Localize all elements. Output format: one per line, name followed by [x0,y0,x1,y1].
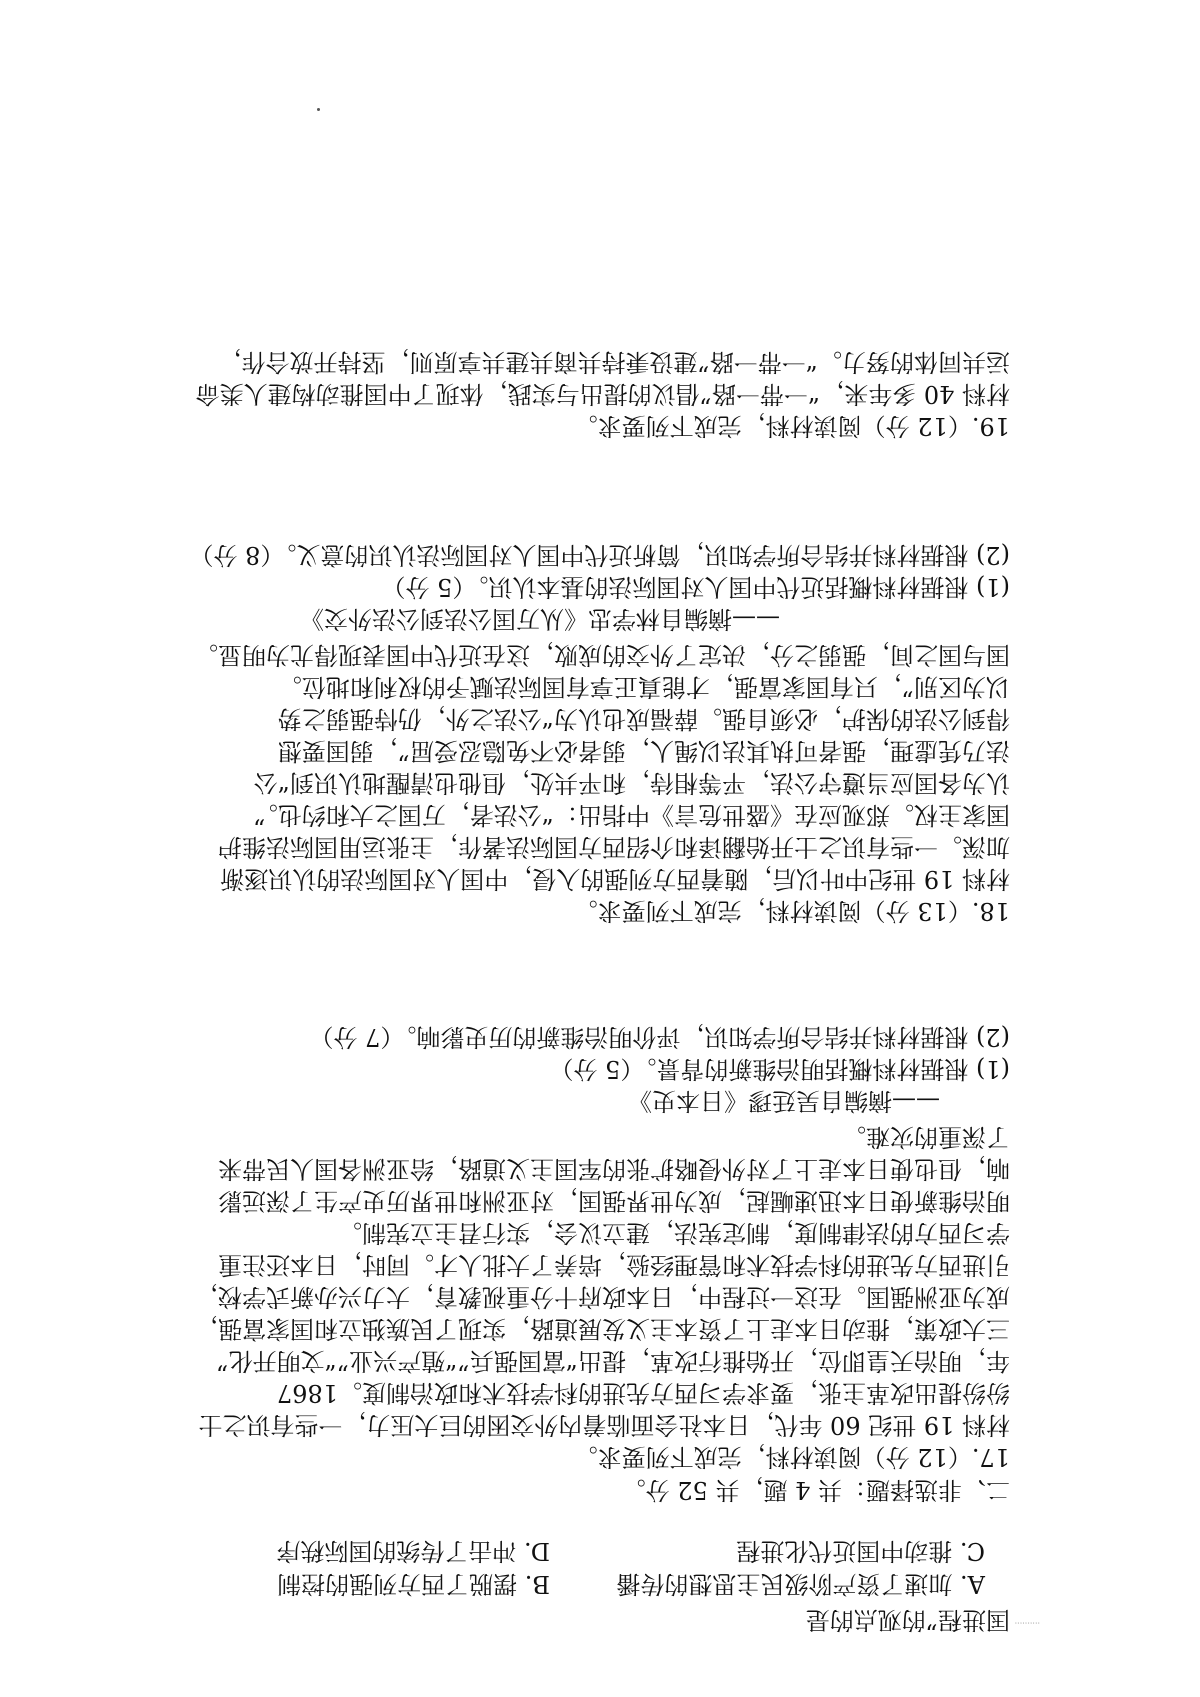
header-mark: ·········· [1014,1618,1040,1627]
q18-material-line: 材料 19 世纪中叶以后，随着西方列强的入侵，中国人对国际法的认识逐渐 [220,865,1010,893]
q17-header: 17.（12 分）阅读材料，完成下列要求。 [573,1443,1010,1471]
q18-material-line: 得到公法的保护，必须自强。薛福成也认为“公法之外，仍恃强弱之势 [277,705,1010,733]
q17-question-2: (2) 根据材料并结合所学知识，评价明治维新的历史影响。（7 分） [309,1023,1010,1051]
q18-material-line: 加深。一些有识之士开始翻译和介绍西方国际法著作，主张运用国际法维护 [218,833,1010,861]
q18-material-line: 认为各国应当遵守公法，平等相待，和平共处，但他也清醒地认识到“公 [253,769,1010,797]
q19-header: 19.（12 分）阅读材料，完成下列要求。 [573,412,1010,440]
q18-question-2: (2) 根据材料并结合所学知识，简析近代中国人对国际法认识的意义。（8 分） [189,541,1010,569]
q16-option-c: C. 推动中国近代化进程 [736,1537,985,1565]
q17-material-line: 成为亚洲强国。在这一过程中，日本政府十分重视教育，大力兴办新式学校， [194,1283,1010,1311]
q16-option-b: B. 摆脱了西方列强的控制 [277,1570,550,1598]
q17-material-line: 了深重的灾难。 [842,1123,1010,1151]
q17-material-line: 纷纷提出改革主张，要求学习西方先进的科学技术和政治制度。1867 [276,1379,1010,1407]
q16-option-d: D. 冲击了传统的国际秩序 [276,1537,550,1565]
q17-question-1: (1) 根据材料概括明治维新的背景。（5 分） [549,1055,1010,1083]
q18-material-line: 国与国之间，强弱之分，决定了外交的成败，这在近代中国表现得尤为明显。 [194,641,1010,669]
q18-material-line: 法乃凭虚理，强者可执其法以绳人，弱者必不免隐忍受屈”，弱国要想 [277,737,1010,765]
q16-stem-end: 国进程”的观点的是 [805,1606,1010,1634]
margin-dot [317,108,320,111]
q19-material-line: 运共同体的努力。“一带一路”建设秉持共商共建共享原则，坚持开放合作， [217,348,1010,376]
q18-header: 18.（13 分）阅读材料，完成下列要求。 [573,897,1010,925]
q17-material-line: 响，但也使日本走上了对外侵略扩张的军国主义道路，给亚洲各国人民带来 [218,1155,1010,1183]
q18-source: ——摘编自林学忠《从万国公法到公法外交》 [300,605,780,633]
q17-material-line: 三大政策，推动日本走上了资本主义发展道路，实现了民族独立和国家富强， [194,1315,1010,1343]
q17-source: ——摘编自吴廷璆《日本史》 [628,1087,940,1115]
q18-question-1: (1) 根据材料概括近代中国人对国际法的基本认识。（5 分） [381,573,1010,601]
q17-material-line: 引进西方先进的科学技术和管理经验，培养了大批人才。同时，日本还注重 [218,1251,1010,1279]
q18-material-line: 国家主权。郑观应在《盛世危言》中指出：“公法者，万国之大和约也。” [253,801,1010,829]
q18-material-line: 以为区别”，只有国家富强，才能真正享有国际法赋予的权利和地位。 [277,673,1010,701]
q17-material-line: 明治维新使日本迅速崛起，成为世界强国，对亚洲和世界历史产生了深远影 [218,1187,1010,1215]
q17-material-line: 年，明治天皇即位，开始推行改革，提出“富国强兵”“殖产兴业”“文明开化” [216,1347,1010,1375]
q17-material-line: 学习西方的法律制度，制定宪法，建立议会，实行君主立宪制。 [338,1219,1010,1247]
section-2-heading: 二、非选择题：共 4 题，共 52 分。 [621,1476,1010,1504]
q19-material-line: 材料 40 多年来，“一带一路”倡议的提出与实践，体现了中国推动构建人类命 [195,380,1010,408]
q16-option-a: A. 加速了资产阶级民主思想的传播 [616,1570,985,1598]
q17-material-line: 材料 19 世纪 60 年代，日本社会面临着内外交困的巨大压力，一些有识之士 [198,1411,1010,1439]
